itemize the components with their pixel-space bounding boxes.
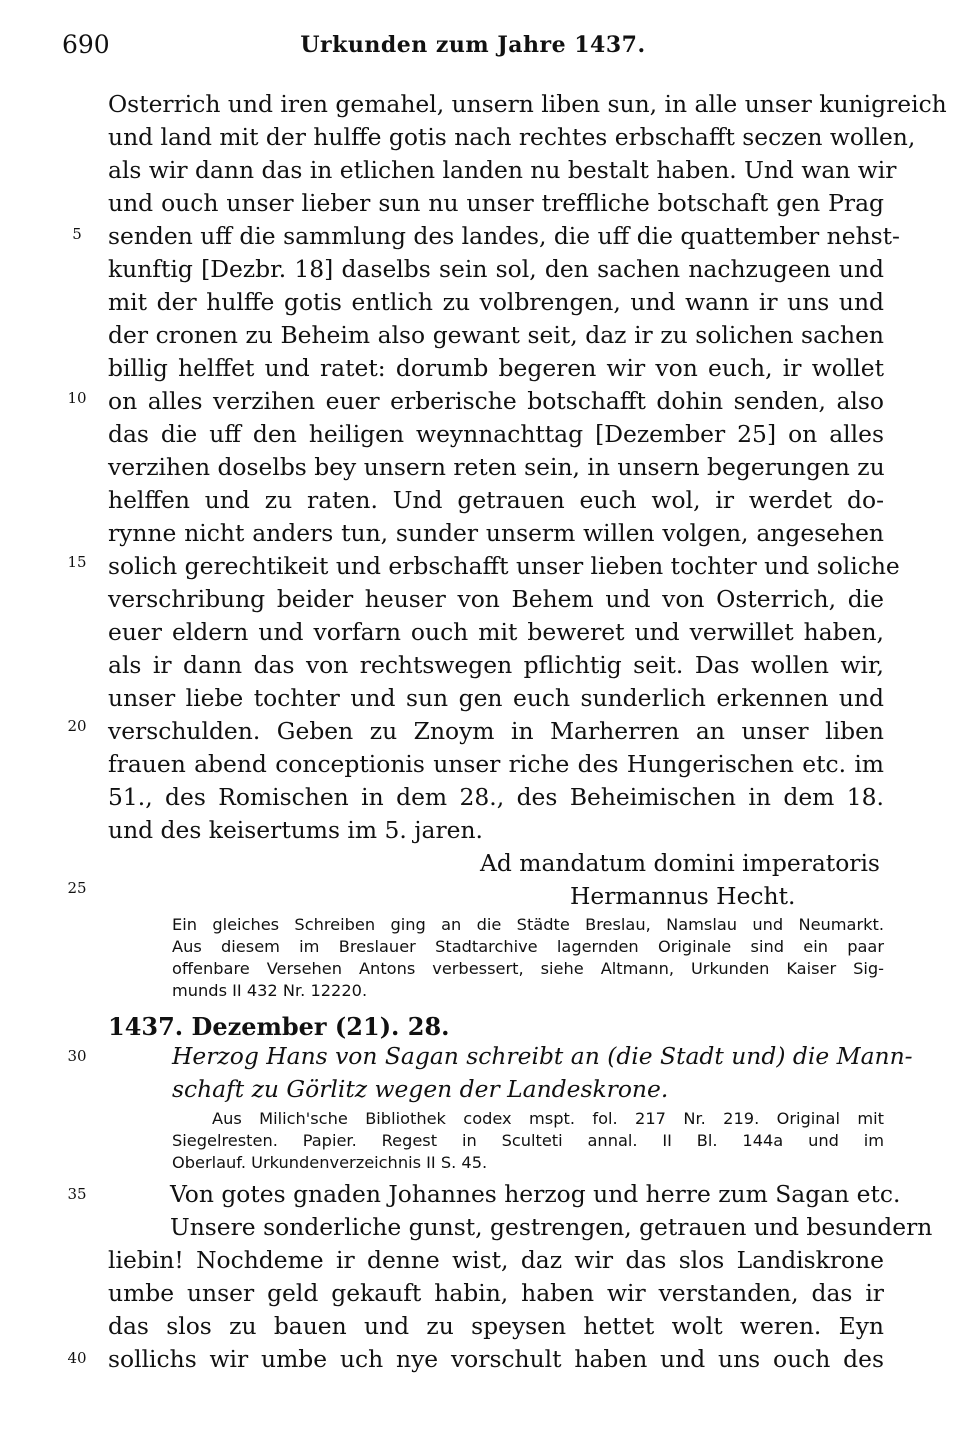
- text-line: billig helffet und ratet: dorumb begeren wir von euch, ir wollet: [108, 354, 884, 382]
- text-line: Unsere sonderliche gunst, gestrengen, getrauen und besundern: [170, 1213, 933, 1241]
- text-line: das slos zu bauen und zu speysen hettet wolt weren. Eyn: [108, 1312, 884, 1340]
- signature-name: Hermannus Hecht.: [570, 882, 796, 910]
- line-number: 5: [72, 225, 82, 243]
- page-header: [62, 30, 884, 70]
- text-line: kunftig [Dezbr. 18] daselbs sein sol, den sachen nachzugeen und: [108, 255, 884, 283]
- text-line: und ouch unser lieber sun nu unser treffliche botschaft gen Prag: [108, 189, 884, 217]
- note-line: munds II 432 Nr. 12220.: [172, 981, 368, 1000]
- note-line: Ein gleiches Schreiben ging an die Städte Breslau, Namslau und Neumarkt.: [172, 915, 884, 934]
- source-note-line: Oberlauf. Urkundenverzeichnis II S. 45.: [172, 1153, 488, 1172]
- line-number: 30: [67, 1047, 87, 1065]
- source-note-line: Siegelresten. Papier. Regest in Sculteti annal. II Bl. 144a und im: [172, 1131, 884, 1150]
- line-number: 15: [67, 553, 87, 571]
- source-note-line: Aus Milich'sche Bibliothek codex mspt. fol. 217 Nr. 219. Original mit: [212, 1109, 884, 1128]
- page-number: 690: [62, 30, 110, 59]
- line-number: 10: [67, 389, 87, 407]
- summary-line: schaft zu Görlitz wegen der Landeskrone.: [172, 1075, 669, 1103]
- text-line: Von gotes gnaden Johannes herzog und herre zum Sagan etc.: [170, 1180, 901, 1208]
- text-line: helffen und zu raten. Und getrauen euch wol, ir werdet do-: [108, 486, 884, 514]
- text-line: frauen abend conceptionis unser riche des Hungerischen etc. im: [108, 750, 884, 778]
- document-date-heading: 1437. Dezember (21). 28.: [108, 1012, 450, 1041]
- line-number: 25: [67, 879, 87, 897]
- text-line: umbe unser geld gekauft habin, haben wir verstanden, das ir: [108, 1279, 884, 1307]
- line-number: 35: [67, 1185, 87, 1203]
- text-line: Osterrich und iren gemahel, unsern liben sun, in alle unser kunigreich: [108, 90, 947, 118]
- text-line: sollichs wir umbe uch nye vorschult haben und uns ouch des: [108, 1345, 884, 1373]
- text-line: der cronen zu Beheim also gewant seit, daz ir zu solichen sachen: [108, 321, 884, 349]
- note-line: offenbare Versehen Antons verbessert, siehe Altmann, Urkunden Kaiser Sig-: [172, 959, 884, 978]
- text-line: unser liebe tochter und sun gen euch sunderlich erkennen und: [108, 684, 884, 712]
- text-line: verschulden. Geben zu Znoym in Marherren an unser liben: [108, 717, 884, 745]
- text-line: als ir dann das von rechtswegen pflichtig seit. Das wollen wir,: [108, 651, 884, 679]
- signature-mandate: Ad mandatum domini imperatoris: [480, 849, 880, 877]
- text-line: verschribung beider heuser von Behem und von Osterrich, die: [108, 585, 884, 613]
- summary-line: Herzog Hans von Sagan schreibt an (die Stadt und) die Mann-: [172, 1042, 913, 1070]
- text-line: mit der hulffe gotis entlich zu volbrengen, und wann ir uns und: [108, 288, 884, 316]
- text-line: und land mit der hulffe gotis nach rechtes erbschafft seczen wollen,: [108, 123, 916, 151]
- text-line: und des keisertums im 5. jaren.: [108, 816, 483, 844]
- text-line: 51., des Romischen in dem 28., des Beheimischen in dem 18.: [108, 783, 884, 811]
- text-line: liebin! Nochdeme ir denne wist, daz wir das slos Landiskrone: [108, 1246, 884, 1274]
- line-number: 40: [67, 1349, 87, 1367]
- text-line: on alles verzihen euer erberische botschafft dohin senden, also: [108, 387, 884, 415]
- text-line: euer eldern und vorfarn ouch mit beweret und verwillet haben,: [108, 618, 884, 646]
- text-line: verzihen doselbs bey unsern reten sein, in unsern begerungen zu: [108, 453, 885, 481]
- text-line: als wir dann das in etlichen landen nu bestalt haben. Und wan wir: [108, 156, 897, 184]
- note-line: Aus diesem im Breslauer Stadtarchive lagernden Originale sind ein paar: [172, 937, 884, 956]
- text-line: senden uff die sammlung des landes, die uff die quattember nehst-: [108, 222, 900, 250]
- running-title: Urkunden zum Jahre 1437.: [300, 32, 646, 58]
- line-number: 20: [67, 717, 87, 735]
- text-line: solich gerechtikeit und erbschafft unser lieben tochter und soliche: [108, 552, 900, 580]
- text-line: rynne nicht anders tun, sunder unserm willen volgen, angesehen: [108, 519, 884, 547]
- text-line: das die uff den heiligen weynnachttag [Dezember 25] on alles: [108, 420, 884, 448]
